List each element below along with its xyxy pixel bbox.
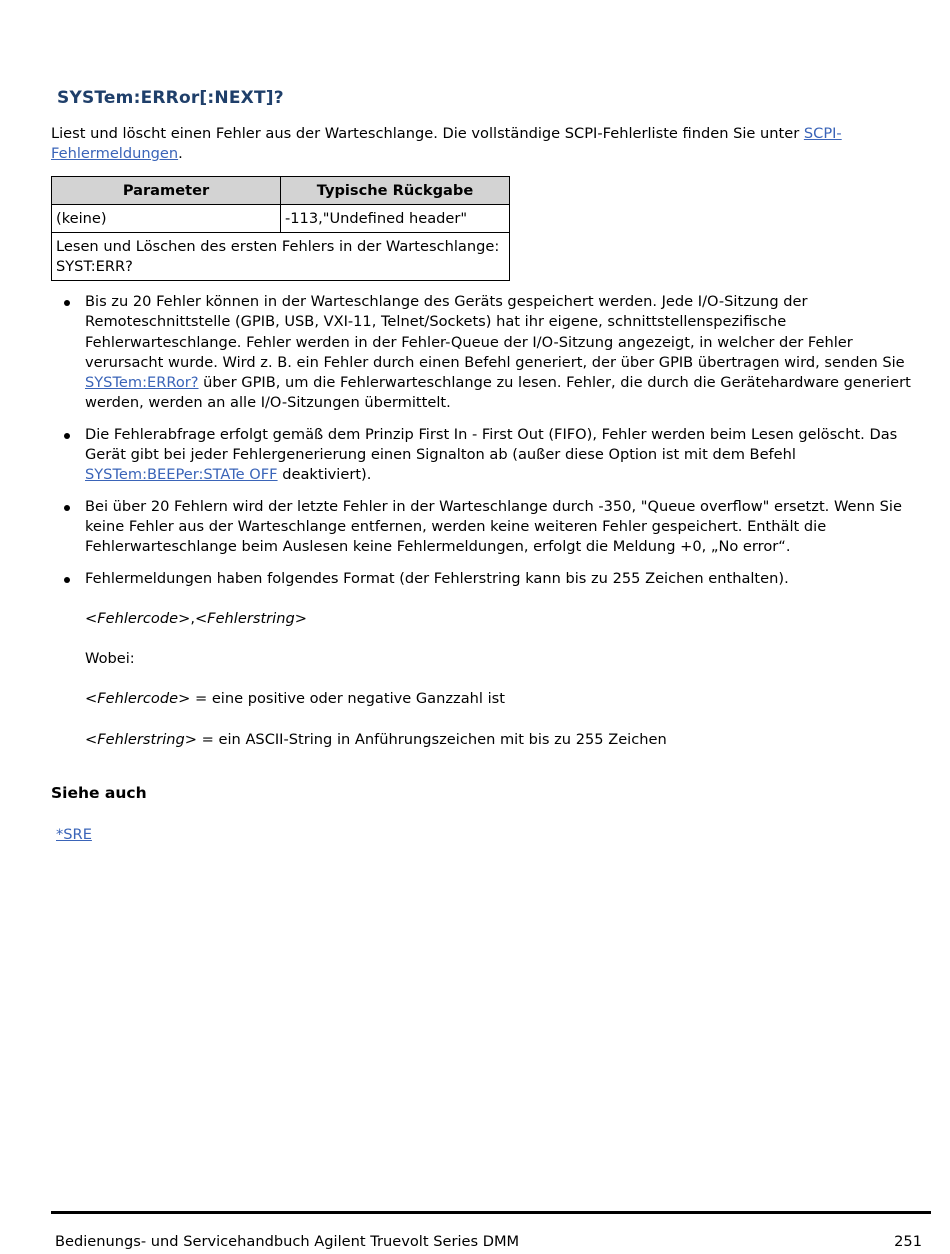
format-line (85, 609, 931, 629)
cell-typical-return: -113,"Undefined header" (281, 205, 510, 233)
bullet-2-text-b: deaktiviert). (277, 466, 372, 484)
bullet-4-text: Fehlermeldungen haben folgendes Format (der Fehlerstring kann bis zu 255 Zeichen enthalten). (85, 569, 789, 587)
definition-2-text: = ein ASCII-String in Anführungszeichen mit bis zu 255 Zeichen (197, 730, 667, 748)
format-code: <Fehlercode> (85, 609, 191, 627)
note-line-2: SYST:ERR? (56, 258, 133, 275)
list-item (51, 497, 931, 558)
bullet-2-text-a: Die Fehlerabfrage erfolgt gemäß dem Prinzip First In - First Out (FIFO), Fehler werden beim Lesen gelöscht. Das Gerät gibt bei jeder Fehlergenerierung einen Signalton ab (außer diese Option ist mit dem Befehl (85, 425, 898, 464)
bullet-1-text-b: über GPIB, um die Fehlerwarteschlange zu lesen. Fehler, die durch die Gerätehardware generiert werden, werden an alle I/O-Sitzungen übermittelt. (85, 374, 911, 412)
intro-paragraph (51, 124, 911, 164)
definition-error-code (85, 689, 931, 709)
definition-error-string (85, 730, 931, 750)
format-string: <Fehlerstring> (194, 609, 307, 627)
definition-1-term: <Fehlercode> (85, 690, 191, 708)
header-parameter: Parameter (52, 177, 281, 205)
wobei-line: Wobei: (85, 650, 135, 668)
sre-link[interactable]: *SRE (56, 826, 92, 843)
bullet-3-text: Bei über 20 Fehlern wird der letzte Fehler in der Warteschlange durch -350, "Queue overflow" ersetzt. Wenn Sie keine Fehler aus der Warteschlange entfernen, werden keine weiteren Fehler gespeichert. Enthält die Fehlerwarteschlange beim Auslesen keine Fehlermeldungen, erfolgt die Meldung +0, „No error“. (85, 497, 902, 556)
intro-text: Liest und löscht einen Fehler aus der Warteschlange. Die vollständige SCPI-Fehlerliste finden Sie unter (51, 125, 804, 142)
error-format-block (85, 569, 931, 750)
table-row (52, 205, 510, 233)
system-error-link[interactable]: SYSTem:ERRor? (85, 374, 199, 392)
bullet-icon (64, 577, 70, 583)
table-note (52, 233, 510, 281)
header-typical-return: Typische Rückgabe (281, 177, 510, 205)
format-separator: , (190, 609, 195, 627)
see-also-heading: Siehe auch (51, 784, 147, 802)
system-beeper-state-off-link[interactable]: SYSTem:BEEPer:STATe OFF (85, 466, 278, 484)
definition-1-text: = eine positive oder negative Ganzzahl ist (190, 690, 505, 708)
note-line-1: Lesen und Löschen des ersten Fehlers in der Warteschlange: (56, 238, 500, 255)
bullet-list (51, 292, 931, 761)
footer-title: Bedienungs- und Servicehandbuch Agilent Truevolt Series DMM (55, 1233, 520, 1250)
cell-parameter: (keine) (52, 205, 281, 233)
page-number: 251 (894, 1233, 922, 1250)
list-item (51, 425, 931, 486)
footer-divider (51, 1211, 931, 1214)
list-item (51, 292, 931, 414)
table-header-row (52, 177, 510, 205)
parameter-table (51, 176, 510, 281)
intro-end: . (178, 145, 183, 162)
bullet-1-text-a: Bis zu 20 Fehler können in der Warteschlange des Geräts gespeichert werden. Jede I/O-Sitzung der Remoteschnittstelle (GPIB, USB, VXI-11, Telnet/Sockets) hat ihr eigene, schnittstellenspezifische Fehlerwarteschlange. Fehler werden in der Fehler-Queue der I/O-Sitzung angezeigt, in welcher der Fehler verursacht wurde. Wird z. B. ein Fehler durch einen Befehl generiert, der über GPIB übertragen wird, senden Sie (85, 293, 905, 371)
bullet-icon (64, 433, 70, 439)
page-title: SYSTem:ERRor[:NEXT]? (57, 88, 284, 108)
bullet-icon (64, 505, 70, 511)
bullet-icon (64, 300, 70, 306)
definition-2-term: <Fehlerstring> (85, 730, 198, 748)
table-note-row (52, 233, 510, 281)
scpi-error-messages-link[interactable]: SCPI-Fehlermeldungen (51, 125, 842, 162)
list-item (51, 569, 931, 750)
